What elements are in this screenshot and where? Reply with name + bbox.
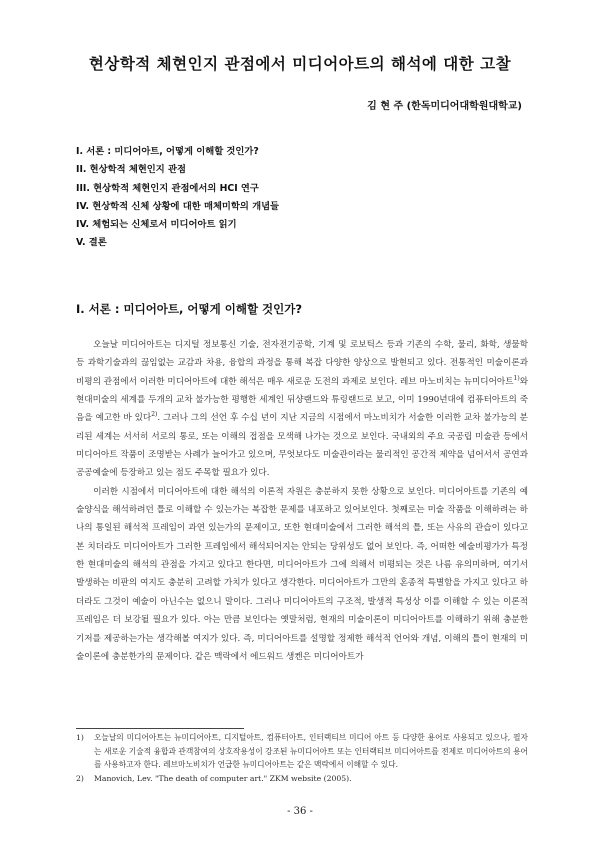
table-of-contents <box>76 143 279 253</box>
footnote-number: 1) <box>76 733 84 742</box>
paragraph <box>76 336 528 483</box>
toc-item-embodied-cognition: II. 현상학적 체현인지 관점 <box>76 164 186 176</box>
paragraph-text: 와 현대미술의 세계를 두개의 교차 불가능한 평행한 세계인 뒤샹랜드와 튜링랜드로 보고, 이미 1990년대에 컴퓨터아트의 죽음을 예고한 바 있다 <box>76 376 528 424</box>
paper-title: 현상학적 체현인지 관점에서 미디어아트의 해석에 대한 고찰 <box>88 55 512 73</box>
footnote-text: Manovich, Lev. "The death of computer art." ZKM website (2005). <box>94 773 352 783</box>
paragraph-text: 오늘날 미디어아트는 디지털 정보통신 기술, 전자전기공학, 기계 및 로보틱스 등과 기존의 수학, 물리, 화학, 생물학 등 과학기술과의 끊임없는 교감과 차용, 융합의 과정을 통해 복잡 다양한 양상으로 발현되고 있다. 전통적인 미술이론과 비평의 관점에서 이러한 미디어아트에 대한 해석은 매우 새로운 도전의 과제로 보인다. 레브 마노비치는 뉴미디어아트 <box>76 340 528 387</box>
footnote-text: 오늘날의 미디어아트는 뉴미디어아트, 디지털아트, 컴퓨터아트, 인터랙티브 미디어 아트 등 다양한 용어로 사용되고 있으나, 필자는 새로운 기술적 융합과 관객참여의 상호작용성이 강조된 뉴미디어아트 또는 인터랙티브 미디어아트를 전제로 미디어아트의 용어를 사용하고자 한다. 레브마노비치가 언급한 뉴미디어아트는 같은 맥락에서 이해할 수 있다. <box>94 733 528 770</box>
footnote <box>76 772 528 786</box>
footnote-ref[interactable]: 2) <box>151 411 158 419</box>
footnote-number: 2) <box>76 773 84 783</box>
body-text <box>76 336 528 666</box>
toc-item-introduction: I. 서론 : 미디어아트, 어떻게 이해할 것인가? <box>76 146 259 157</box>
toc-item-hci-research: III. 현상학적 체현인지 관점에서의 HCI 연구 <box>76 182 259 194</box>
toc-item-media-aesthetics: IV. 현상학적 신체 상황에 대한 매체미학의 개념들 <box>76 200 280 212</box>
footnote-divider <box>76 728 244 729</box>
footnote-ref[interactable]: 1) <box>513 374 520 382</box>
page-number: - 36 - <box>287 806 313 817</box>
footnotes <box>76 731 528 785</box>
paragraph-text: . 그러나 그의 선언 후 수십 년이 지난 지금의 시점에서 마노비치가 서술한 이러한 교차 불가능의 분리된 세계는 서서히 서로의 통로, 또는 이해의 접점을 모색해 나가는 것으로 보인다. 국내외의 주요 국공립 미술관 등에서 미디어아트 작품이 조명받는 사례가 늘어가고 있으며, 무엇보다도 미술관이라는 물리적인 공간적 제약을 넘어서서 공연과 공공예술에 등장하고 있는 점도 주목할 필요가 있다. <box>76 413 528 479</box>
author-line: 김 현 주 (한독미디어대학원대학교) <box>367 101 522 112</box>
paragraph: 이러한 시점에서 미디어아트에 대한 해석의 이론적 자원은 충분하지 못한 상황으로 보인다. 미디어아트를 기존의 예술양식을 해석하려던 틀로 이해할 수 있는가는 복잡한 문제를 내포하고 있어보인다. 첫째로는 미술 작품을 이해하려는 하나의 통일된 해석적 프레임이 과연 있는가의 문제이고, 또한 현대미술에서 그러한 해석의 틀, 또는 사유의 관습이 있다고 본 치더라도 미디어아트가 그러한 프레임에서 해석되어지는 안되는 당위성도 없어 보인다. 즉, 어떠한 예술비평가가 특정한 현대미술의 해석의 관점을 가지고 있다고 한다면, 미디어아트가 그에 의해서 비평되는 것은 나름 유의미하며, 여기서 발생하는 비판의 여지도 충분히 고려할 가치가 있다고 생각한다. 미디어아트가 그만의 혼종적 특별함을 가지고 있다고 하더라도 그것이 예술이 아닌수는 없으니 말이다. 그러나 미디어아트의 구조적, 발생적 특성상 이를 이해할 수 있는 이론적 프레임은 더 보강될 필요가 있다. 아는 만큼 보인다는 옛말처럼, 현재의 미술이론이 미디어아트를 이해하기 위해 충분한 기저를 제공하는가는 생각해볼 여지가 있다. 즉, 미디어아트를 설명할 정제한 해석적 언어와 개념, 이해의 틀이 현재의 미술이론에 충분한가의 문제이다. 같은 맥락에서 에드워드 생켄은 미디어아트가 <box>76 486 528 662</box>
toc-item-reading-media-art: IV. 체험되는 신체로서 미디어아트 읽기 <box>76 219 237 231</box>
footnote <box>76 731 528 772</box>
section-heading: I. 서론 : 미디어아트, 어떻게 이해할 것인가? <box>76 302 303 316</box>
toc-item-conclusion: V. 결론 <box>76 237 107 249</box>
